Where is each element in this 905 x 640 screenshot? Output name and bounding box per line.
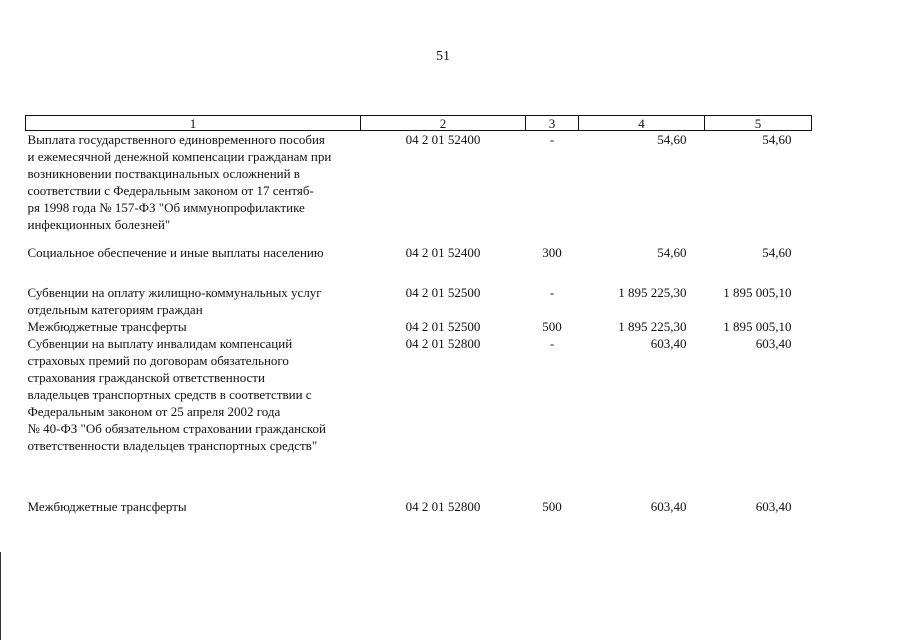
row-name [26,498,361,515]
row-value-4: 1 895 225,30 [618,318,687,334]
budget-table [25,115,812,515]
row-value-4: 1 895 225,30 [618,284,687,300]
row-code: 04 2 01 52500 [405,318,481,334]
row-name [26,335,361,498]
row-value-4: 54,60 [657,132,687,147]
table-row [26,131,812,244]
row-value-4: 603,40 [650,335,687,351]
row-name [26,284,361,318]
column-header-1: 1 [26,116,361,131]
row-type: 500 [542,318,562,334]
column-header-5: 5 [705,116,812,131]
row-type: 300 [542,244,562,260]
row-value-4: 603,40 [650,498,687,514]
column-header-2: 2 [361,116,526,131]
row-type: - [549,132,555,147]
row-value-5: 1 895 005,10 [723,318,792,334]
row-name-text: Выплата государственного единовременного пособия и ежемесячной денежной компенсации гражданам при возникновении поствакцинальных осложнений в соответствии с Федеральным законом от 17 сентяб- ря 1998 года № 157-ФЗ "Об иммунопрофилактике инфекционных болезней" [27,132,332,232]
row-code: 04 2 01 52400 [405,244,481,260]
row-value-5: 54,60 [762,132,792,147]
table-header-row [26,116,812,131]
row-name [26,131,361,244]
row-value-4: 54,60 [657,244,687,260]
table-row [26,244,812,284]
row-name-text: Межбюджетные трансферты [27,318,187,334]
row-value-5: 54,60 [762,244,792,260]
row-type: 500 [542,498,562,514]
row-value-5: 603,40 [755,335,792,351]
row-code: 04 2 01 52500 [405,284,481,300]
row-value-5: 1 895 005,10 [723,284,792,300]
page-number: 51 [436,49,450,64]
table-row [26,318,812,335]
table-row [26,498,812,515]
row-name [26,244,361,284]
column-header-4: 4 [579,116,705,131]
table-row [26,284,812,318]
row-value-5: 603,40 [755,498,792,514]
left-margin-rule [0,552,1,640]
row-code: 04 2 01 52400 [405,132,481,147]
row-code: 04 2 01 52800 [405,335,481,351]
table-row [26,335,812,498]
column-header-3: 3 [526,116,579,131]
row-type: - [549,284,555,300]
row-code: 04 2 01 52800 [405,498,481,514]
row-name-text: Субвенции на выплату инвалидам компенсаций страховых премий по договорам обязательного страхования гражданской ответственности владельцев транспортных средств в соответствии с Федеральным законом от 25 апреля 2002 года № 40-ФЗ "Об обязательном страховании гражданской ответственности владельцев транспортных средств" [27,335,327,453]
row-name-text: Субвенции на оплату жилищно-коммунальных услуг отдельным категориям граждан [27,284,322,317]
row-name-text: Социальное обеспечение и иные выплаты населению [27,244,324,260]
row-name-text: Межбюджетные трансферты [27,498,187,514]
row-type: - [549,335,555,351]
row-name [26,318,361,335]
